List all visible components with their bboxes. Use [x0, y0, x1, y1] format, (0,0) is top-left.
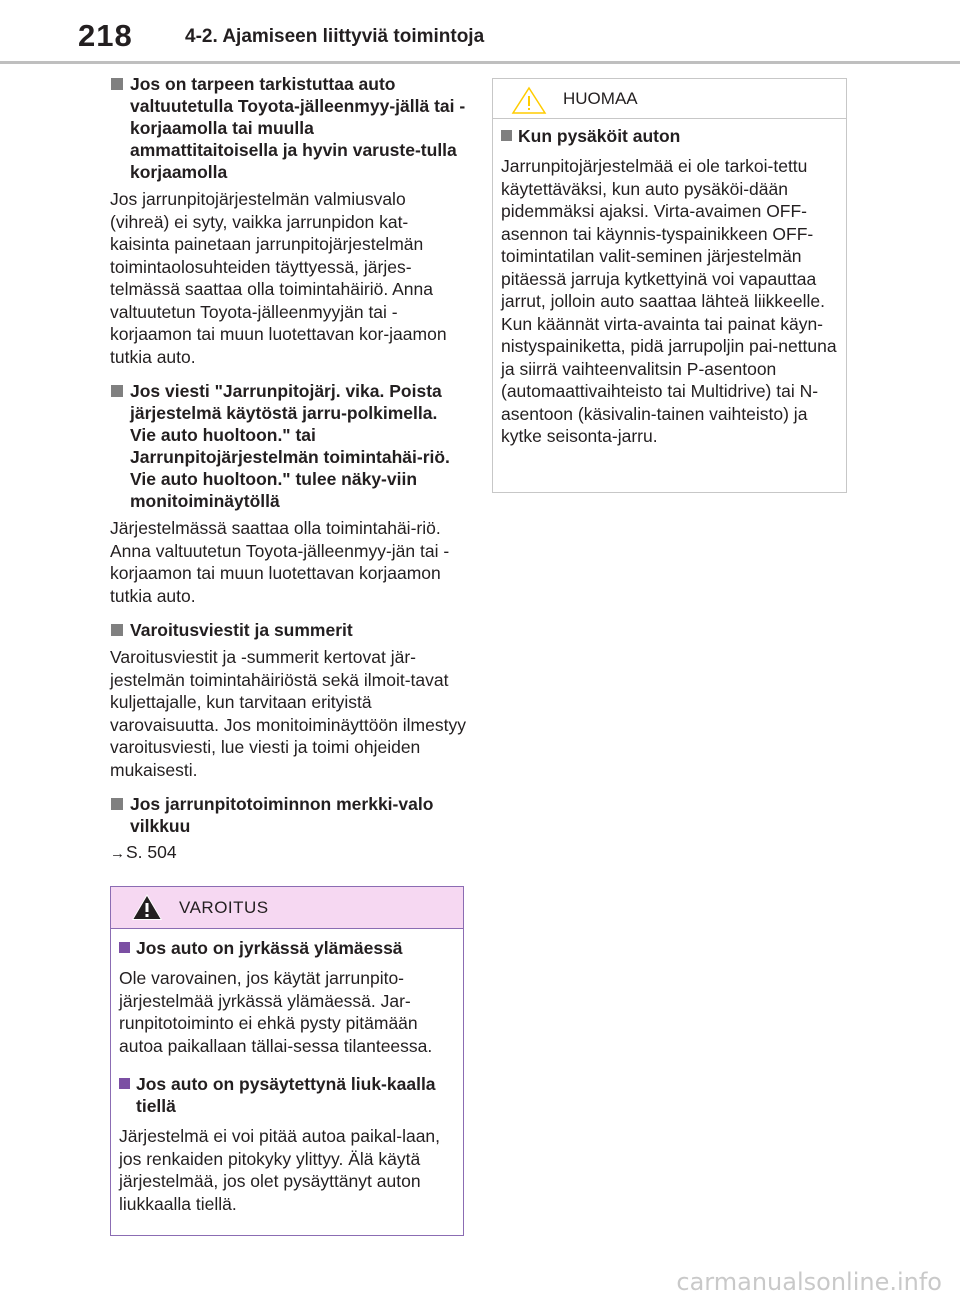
item-heading: Varoitusviestit ja summerit	[110, 619, 466, 641]
warning-content	[111, 929, 463, 1215]
note-content	[493, 119, 846, 448]
list-item	[110, 380, 466, 607]
square-bullet-icon	[501, 130, 512, 141]
item-heading: Jos jarrunpitotoiminnon merkki-valo vilkkuu	[110, 793, 466, 837]
warning-triangle-icon	[131, 892, 163, 922]
left-column	[110, 73, 466, 877]
item-body: Jos jarrunpitojärjestelmän valmiusvalo (vihreä) ei syty, vaikka jarrunpidon kat-kaisinta painetaan jarrunpitojärjestelmän toimintaolosuhteiden täyttyessä, järjes-telmässä saattaa olla toimintahäiriö. Anna valtuutetun Toyota-jälleenmyyjän tai -korjaamon tai muun luotettavan kor-jaamon tutkia auto.	[110, 189, 447, 367]
square-bullet-icon	[111, 624, 123, 636]
note-label: HUOMAA	[563, 89, 638, 108]
header-divider	[0, 61, 960, 64]
square-bullet-icon	[111, 78, 123, 90]
square-bullet-icon	[111, 385, 123, 397]
item-body: Järjestelmässä saattaa olla toimintahäi-riö. Anna valtuutetun Toyota-jälleenmyy-jän tai -korjaamon tai muun luotettavan korjaamon tutkia auto.	[110, 518, 450, 606]
square-bullet-icon	[111, 798, 123, 810]
page-reference-link[interactable]: →S. 504	[110, 842, 177, 862]
warning-item-heading: Jos auto on jyrkässä ylämäessä	[119, 937, 455, 959]
warning-header	[111, 887, 463, 929]
note-header	[493, 79, 846, 119]
item-body: Varoitusviestit ja -summerit kertovat jär-jestelmän toimintahäiriöstä sekä ilmoit-tavat kuljettajalle, kun tarvitaan erityistä varovaisuutta. Jos monitoiminäyttöön ilmestyy varoitusviesti, lue viesti ja toimi ohjeiden mukaisesti.	[110, 647, 466, 780]
warning-item-body: Ole varovainen, jos käytät jarrunpito-järjestelmää jyrkässä ylämäessä. Jar-runpitotoiminto ei ehkä pysty pitämään autoa paikallaan tällai-sessa tilanteessa.	[119, 968, 433, 1056]
note-item-body: Jarrunpitojärjestelmää ei ole tarkoi-tettu käytettäväksi, kun auto pysäköi-dään pidemmäksi ajaksi. Virta-avaimen OFF-asennon tai käynnis-tyspainikkeen OFF-toimintatilan valit-seminen järjestelmän pitäessä jarruja kytkettyinä voi vapauttaa jarrut, jolloin auto saattaa lähteä liikkeelle. Kun käännät virta-avainta tai painat käyn-nistyspainiketta, pidä jarrupoljin pai-nettuna ja siirrä vaihteenvalitsin P-asentoon (automaattivaihteisto tai Multidrive) tai N-asentoon (käsivalin-tainen vaihteisto) ja kytke seisonta-jarru.	[501, 156, 837, 446]
item-heading: Jos on tarpeen tarkistuttaa auto valtuutetulla Toyota-jälleenmyy-jällä tai -korjaamolla tai muulla ammattitaitoisella ja hyvin varuste-tulla korjaamolla	[110, 73, 466, 183]
item-heading: Jos viesti "Jarrunpitojärj. vika. Poista järjestelmä käytöstä jarru-polkimella. Vie auto huoltoon." tai Jarrunpitojärjestelmän toimintahäi-riö. Vie auto huoltoon." tulee näky-viin monitoiminäytöllä	[110, 380, 466, 512]
warning-box	[110, 886, 464, 1236]
warning-item-heading: Jos auto on pysäytettynä liuk-kaalla tiellä	[119, 1073, 455, 1117]
list-item	[110, 619, 466, 781]
page-number: 218	[78, 18, 133, 53]
note-item-heading: Kun pysäköit auton	[501, 125, 838, 147]
caution-triangle-icon	[511, 85, 547, 115]
note-box	[492, 78, 847, 493]
list-item	[110, 73, 466, 368]
square-bullet-icon	[119, 1078, 130, 1089]
arrow-right-icon: →	[110, 845, 125, 862]
warning-item-body: Järjestelmä ei voi pitää autoa paikal-laan, jos renkaiden pitokyky ylittyy. Älä käytä järjestelmää, jos olet pysäyttänyt auton liukkaalla tiellä.	[119, 1126, 441, 1214]
watermark: carmanualsonline.info	[676, 1268, 942, 1296]
section-title: 4-2. Ajamiseen liittyviä toimintoja	[185, 26, 485, 47]
square-bullet-icon	[119, 942, 130, 953]
list-item	[110, 793, 466, 865]
warning-label: VAROITUS	[179, 898, 269, 917]
